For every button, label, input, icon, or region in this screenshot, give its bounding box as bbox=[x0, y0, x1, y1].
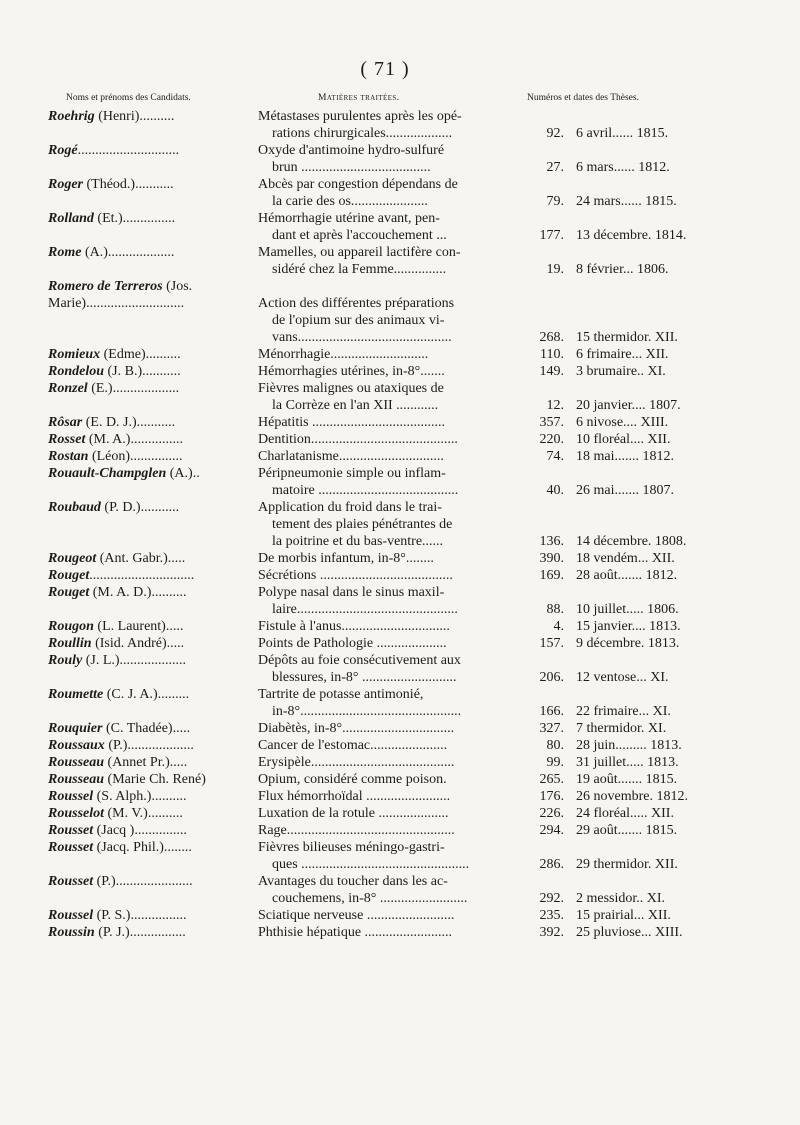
subject-line: Diabètès, in-8°................................ bbox=[258, 721, 455, 736]
thesis-number: 286. bbox=[539, 857, 564, 872]
candidate-name bbox=[46, 822, 252, 839]
list-item bbox=[0, 839, 800, 873]
candidate-given-names: (Isid. André)..... bbox=[91, 636, 185, 651]
subject-line: Dentition.......................................... bbox=[258, 432, 458, 447]
candidate-surname: Roullin bbox=[48, 636, 92, 651]
column-header-matters: Matières traitées. bbox=[318, 93, 400, 103]
subject-line: sidéré chez la Femme............... bbox=[272, 262, 447, 277]
candidate-given-names: (A.)................... bbox=[81, 245, 175, 260]
candidate-surname: Rousset bbox=[48, 840, 94, 855]
candidate-name bbox=[46, 567, 252, 584]
thesis-number: 265. bbox=[539, 772, 564, 787]
thesis-number: 392. bbox=[539, 925, 564, 940]
candidate-name bbox=[46, 465, 252, 499]
candidate-name bbox=[46, 210, 252, 244]
thesis-date: 28 août....... 1812. bbox=[576, 568, 678, 583]
list-item bbox=[0, 499, 800, 550]
thesis-number: 166. bbox=[539, 704, 564, 719]
candidate-surname: Rouault-Champglen bbox=[48, 466, 167, 481]
candidate-given-names: .............................. bbox=[89, 568, 195, 583]
page-number: ( 71 ) bbox=[360, 58, 410, 80]
subject-line: dant et après l'accouchement ... bbox=[272, 228, 447, 243]
subject-line: Erysipèle......................................... bbox=[258, 755, 455, 770]
thesis-number: 176. bbox=[539, 789, 564, 804]
candidate-surname: Rouquier bbox=[48, 721, 103, 736]
candidate-given-names: (P.)................... bbox=[104, 738, 194, 753]
candidate-given-names: (Marie Ch. René) bbox=[104, 772, 206, 787]
thesis-subject bbox=[258, 924, 518, 941]
candidate-name bbox=[46, 295, 252, 346]
thesis-number: 268. bbox=[539, 330, 564, 345]
candidate-surname: Rousset bbox=[48, 874, 94, 889]
thesis-number: 4. bbox=[553, 619, 564, 634]
thesis-date: 6 frimaire... XII. bbox=[576, 347, 669, 362]
thesis-date: 10 juillet..... 1806. bbox=[576, 602, 679, 617]
thesis-number: 357. bbox=[539, 415, 564, 430]
thesis-subject bbox=[258, 720, 518, 737]
list-item bbox=[0, 737, 800, 754]
thesis-subject bbox=[258, 754, 518, 771]
list-item bbox=[0, 652, 800, 686]
candidate-surname: Rouly bbox=[48, 653, 83, 668]
candidate-given-names: Marie)............................ bbox=[48, 296, 185, 311]
candidate-surname: Rosset bbox=[48, 432, 86, 447]
list-item bbox=[0, 346, 800, 363]
thesis-date: 13 décembre. 1814. bbox=[576, 228, 687, 243]
list-item bbox=[0, 822, 800, 839]
thesis-date: 3 brumaire.. XI. bbox=[576, 364, 666, 379]
subject-line: matoire ........................................ bbox=[272, 483, 459, 498]
candidate-surname: Roussel bbox=[48, 789, 94, 804]
list-item bbox=[0, 686, 800, 720]
candidate-given-names: (Jacq. Phil.)........ bbox=[93, 840, 192, 855]
candidate-surname: Rousset bbox=[48, 823, 94, 838]
subject-line: la poitrine et du bas-ventre...... bbox=[272, 534, 444, 549]
candidate-name bbox=[46, 108, 252, 142]
candidate-surname: Rome bbox=[48, 245, 82, 260]
thesis-subject bbox=[258, 652, 518, 686]
subject-line: Sécrétions ...................................... bbox=[258, 568, 453, 583]
candidate-name bbox=[46, 771, 252, 788]
thesis-number: 27. bbox=[546, 160, 564, 175]
candidate-surname: Rouget bbox=[48, 568, 90, 583]
list-item bbox=[0, 142, 800, 176]
thesis-subject bbox=[258, 380, 518, 414]
candidate-given-names: (J. L.)................... bbox=[82, 653, 187, 668]
thesis-number: 226. bbox=[539, 806, 564, 821]
thesis-date: 26 novembre. 1812. bbox=[576, 789, 688, 804]
thesis-date: 26 mai....... 1807. bbox=[576, 483, 674, 498]
candidate-name bbox=[46, 652, 252, 686]
list-item bbox=[0, 465, 800, 499]
list-item bbox=[0, 635, 800, 652]
candidate-given-names: (M. V.).......... bbox=[104, 806, 183, 821]
thesis-subject bbox=[258, 618, 518, 635]
subject-line: vans............................................ bbox=[272, 330, 452, 345]
thesis-subject bbox=[258, 176, 518, 210]
candidate-given-names: (M. A.)............... bbox=[85, 432, 183, 447]
candidate-surname: Ronzel bbox=[48, 381, 88, 396]
subject-line: Mamelles, ou appareil lactifère con- bbox=[258, 245, 461, 260]
thesis-date: 7 thermidor. XI. bbox=[576, 721, 667, 736]
candidate-surname: Roger bbox=[48, 177, 83, 192]
list-item bbox=[0, 754, 800, 771]
candidate-given-names: (P. S.)................ bbox=[93, 908, 187, 923]
candidate-given-names: (E. D. J.)........... bbox=[82, 415, 176, 430]
column-header-names: Noms et prénoms des Candidats. bbox=[66, 93, 191, 103]
subject-line: Fistule à l'anus............................... bbox=[258, 619, 450, 634]
candidate-name bbox=[46, 414, 252, 431]
thesis-subject bbox=[258, 839, 518, 873]
thesis-subject bbox=[258, 771, 518, 788]
subject-line: blessures, in-8° ........................... bbox=[272, 670, 457, 685]
candidate-name bbox=[46, 176, 252, 210]
list-item bbox=[0, 363, 800, 380]
list-item bbox=[0, 431, 800, 448]
list-item bbox=[0, 924, 800, 941]
candidate-given-names: (Henri).......... bbox=[94, 109, 175, 124]
thesis-subject bbox=[258, 635, 518, 652]
subject-line: Phthisie hépatique ......................... bbox=[258, 925, 453, 940]
candidate-surname: Romieux bbox=[48, 347, 101, 362]
list-item bbox=[0, 567, 800, 584]
thesis-subject bbox=[258, 414, 518, 431]
thesis-date: 9 décembre. 1813. bbox=[576, 636, 680, 651]
candidate-given-names: (M. A. D.).......... bbox=[89, 585, 187, 600]
subject-line: Ménorrhagie............................ bbox=[258, 347, 429, 362]
subject-line: brun ..................................... bbox=[272, 160, 431, 175]
thesis-subject bbox=[258, 431, 518, 448]
thesis-subject bbox=[258, 448, 518, 465]
candidate-surname: Roussel bbox=[48, 908, 94, 923]
thesis-date: 19 août....... 1815. bbox=[576, 772, 678, 787]
candidate-surname: Roussaux bbox=[48, 738, 105, 753]
candidate-surname: Rousseau bbox=[48, 772, 105, 787]
thesis-subject bbox=[258, 346, 518, 363]
subject-line: Hépatitis ...................................... bbox=[258, 415, 446, 430]
thesis-date: 15 janvier.... 1813. bbox=[576, 619, 681, 634]
candidate-name bbox=[46, 346, 252, 363]
thesis-subject bbox=[258, 737, 518, 754]
thesis-number: 92. bbox=[546, 126, 564, 141]
candidate-given-names: (C. Thadée)..... bbox=[102, 721, 191, 736]
candidate-surname: Roumette bbox=[48, 687, 104, 702]
list-item bbox=[0, 550, 800, 567]
subject-line: rations chirurgicales................... bbox=[272, 126, 453, 141]
candidate-name bbox=[46, 686, 252, 720]
thesis-date: 29 août....... 1815. bbox=[576, 823, 678, 838]
thesis-subject bbox=[258, 142, 518, 176]
list-item bbox=[0, 907, 800, 924]
subject-line: de l'opium sur des animaux vi- bbox=[272, 313, 445, 328]
subject-line: Hémorrhagies utérines, in-8°....... bbox=[258, 364, 445, 379]
thesis-subject bbox=[258, 686, 518, 720]
thesis-subject bbox=[258, 907, 518, 924]
list-item bbox=[0, 720, 800, 737]
candidate-surname: Rogé bbox=[48, 143, 78, 158]
candidate-surname: Rousselot bbox=[48, 806, 105, 821]
candidate-surname: Roehrig bbox=[48, 109, 95, 124]
thesis-date: 24 floréal..... XII. bbox=[576, 806, 674, 821]
thesis-number: 292. bbox=[539, 891, 564, 906]
subject-line: Fièvres malignes ou ataxiques de bbox=[258, 381, 444, 396]
candidate-surname: Romero de Terreros bbox=[48, 279, 163, 294]
candidate-given-names: (E.)................... bbox=[87, 381, 180, 396]
list-item bbox=[0, 771, 800, 788]
thesis-number: 88. bbox=[546, 602, 564, 617]
subject-line: la Corrèze en l'an XII ............ bbox=[272, 398, 439, 413]
candidate-surname: Rousseau bbox=[48, 755, 105, 770]
list-item bbox=[0, 108, 800, 142]
candidate-name bbox=[46, 618, 252, 635]
thesis-number: 149. bbox=[539, 364, 564, 379]
thesis-number: 327. bbox=[539, 721, 564, 736]
subject-line: Dépôts au foie consécutivement aux bbox=[258, 653, 461, 668]
thesis-date: 20 janvier.... 1807. bbox=[576, 398, 681, 413]
subject-line: Hémorrhagie utérine avant, pen- bbox=[258, 211, 440, 226]
thesis-subject bbox=[258, 244, 518, 278]
list-item bbox=[0, 788, 800, 805]
subject-line: couchemens, in-8° ......................... bbox=[272, 891, 468, 906]
candidate-surname: Rougon bbox=[48, 619, 94, 634]
thesis-date: 25 pluviose... XIII. bbox=[576, 925, 683, 940]
list-item bbox=[0, 210, 800, 244]
subject-line: in-8°.............................................. bbox=[272, 704, 462, 719]
list-item bbox=[0, 414, 800, 431]
subject-line: Tartrite de potasse antimonié, bbox=[258, 687, 424, 702]
thesis-number: 206. bbox=[539, 670, 564, 685]
subject-line: Oxyde d'antimoine hydro-sulfuré bbox=[258, 143, 445, 158]
candidate-surname: Rondelou bbox=[48, 364, 105, 379]
candidate-given-names: (Ant. Gabr.)..... bbox=[96, 551, 186, 566]
candidate-name bbox=[46, 737, 252, 754]
thesis-subject bbox=[258, 788, 518, 805]
thesis-date: 2 messidor.. XI. bbox=[576, 891, 666, 906]
subject-line: la carie des os...................... bbox=[272, 194, 428, 209]
candidate-name bbox=[46, 720, 252, 737]
candidate-name bbox=[46, 839, 252, 873]
thesis-number: 19. bbox=[546, 262, 564, 277]
thesis-date: 6 nivose.... XIII. bbox=[576, 415, 669, 430]
candidate-surname: Rouget bbox=[48, 585, 90, 600]
subject-line: laire.............................................. bbox=[272, 602, 458, 617]
thesis-subject bbox=[258, 363, 518, 380]
candidate-given-names: (Et.)............... bbox=[93, 211, 176, 226]
candidate-name bbox=[46, 754, 252, 771]
candidate-name bbox=[46, 431, 252, 448]
thesis-number: 235. bbox=[539, 908, 564, 923]
subject-line: Opium, considéré comme poison. bbox=[258, 772, 447, 787]
candidate-name bbox=[46, 788, 252, 805]
thesis-number: 390. bbox=[539, 551, 564, 566]
thesis-date: 10 floréal.... XII. bbox=[576, 432, 671, 447]
candidate-given-names: (P. J.)................ bbox=[94, 925, 186, 940]
candidate-given-names: (A.).. bbox=[166, 466, 200, 481]
thesis-number: 12. bbox=[546, 398, 564, 413]
subject-line: Avantages du toucher dans les ac- bbox=[258, 874, 448, 889]
thesis-number: 74. bbox=[546, 449, 564, 464]
list-item bbox=[0, 176, 800, 210]
subject-line: Rage................................................ bbox=[258, 823, 455, 838]
subject-line: Fièvres bilieuses méningo-gastri- bbox=[258, 840, 445, 855]
thesis-subject bbox=[258, 210, 518, 244]
thesis-date: 14 décembre. 1808. bbox=[576, 534, 687, 549]
thesis-number: 110. bbox=[540, 347, 564, 362]
candidate-given-names: (Jos. bbox=[162, 279, 193, 294]
thesis-subject bbox=[258, 278, 518, 295]
subject-line: Action des différentes préparations bbox=[258, 296, 455, 311]
thesis-date: 24 mars...... 1815. bbox=[576, 194, 677, 209]
thesis-number: 220. bbox=[539, 432, 564, 447]
candidate-surname: Roussin bbox=[48, 925, 95, 940]
thesis-date: 22 frimaire... XI. bbox=[576, 704, 671, 719]
thesis-date: 28 juin......... 1813. bbox=[576, 738, 682, 753]
thesis-subject bbox=[258, 465, 518, 499]
list-item bbox=[0, 380, 800, 414]
thesis-subject bbox=[258, 108, 518, 142]
thesis-date: 8 février... 1806. bbox=[576, 262, 669, 277]
candidate-surname: Rougeot bbox=[48, 551, 97, 566]
subject-line: ques ................................................ bbox=[272, 857, 470, 872]
candidate-given-names: (Annet Pr.)..... bbox=[104, 755, 188, 770]
list-item bbox=[0, 448, 800, 465]
thesis-date: 6 mars...... 1812. bbox=[576, 160, 670, 175]
list-item bbox=[0, 584, 800, 618]
thesis-number: 294. bbox=[539, 823, 564, 838]
subject-line: tement des plaies pénétrantes de bbox=[272, 517, 453, 532]
candidate-name bbox=[46, 278, 252, 295]
candidate-given-names: (S. Alph.).......... bbox=[93, 789, 187, 804]
candidate-name bbox=[46, 142, 252, 176]
candidate-given-names: ............................. bbox=[77, 143, 180, 158]
thesis-number: 79. bbox=[546, 194, 564, 209]
thesis-date: 15 thermidor. XII. bbox=[576, 330, 678, 345]
thesis-number: 40. bbox=[546, 483, 564, 498]
list-item bbox=[0, 805, 800, 822]
candidate-surname: Rostan bbox=[48, 449, 89, 464]
candidate-name bbox=[46, 380, 252, 414]
column-header-numbers: Numéros et dates des Thèses. bbox=[527, 93, 639, 103]
candidate-surname: Roubaud bbox=[48, 500, 101, 515]
candidate-name bbox=[46, 499, 252, 550]
thesis-date: 15 prairial... XII. bbox=[576, 908, 671, 923]
list-item bbox=[0, 618, 800, 635]
candidate-name bbox=[46, 584, 252, 618]
subject-line: Abcès par congestion dépendans de bbox=[258, 177, 458, 192]
candidate-name bbox=[46, 550, 252, 567]
thesis-number: 99. bbox=[546, 755, 564, 770]
candidate-given-names: (Jacq )............... bbox=[93, 823, 187, 838]
subject-line: Péripneumonie simple ou inflam- bbox=[258, 466, 446, 481]
candidate-name bbox=[46, 873, 252, 907]
candidate-given-names: (Léon)............... bbox=[88, 449, 183, 464]
list-item bbox=[0, 873, 800, 907]
candidate-given-names: (J. B.)........... bbox=[104, 364, 181, 379]
subject-line: Points de Pathologie .................... bbox=[258, 636, 447, 651]
thesis-number: 136. bbox=[539, 534, 564, 549]
candidate-given-names: (C. J. A.)......... bbox=[103, 687, 190, 702]
thesis-subject bbox=[258, 584, 518, 618]
subject-line: De morbis infantum, in-8°........ bbox=[258, 551, 434, 566]
candidate-given-names: (Edme).......... bbox=[100, 347, 181, 362]
candidate-surname: Rolland bbox=[48, 211, 94, 226]
thesis-date: 12 ventose... XI. bbox=[576, 670, 669, 685]
candidate-given-names: (P. D.)........... bbox=[100, 500, 180, 515]
candidate-name bbox=[46, 805, 252, 822]
thesis-number: 157. bbox=[539, 636, 564, 651]
candidate-given-names: (Théod.)........... bbox=[83, 177, 174, 192]
list-item bbox=[0, 244, 800, 278]
candidate-given-names: (P.)...................... bbox=[93, 874, 193, 889]
thesis-subject bbox=[258, 295, 518, 346]
thesis-subject bbox=[258, 567, 518, 584]
candidate-given-names: (L. Laurent)..... bbox=[93, 619, 184, 634]
thesis-date: 29 thermidor. XII. bbox=[576, 857, 678, 872]
candidate-name bbox=[46, 907, 252, 924]
thesis-date: 18 vendém... XII. bbox=[576, 551, 675, 566]
thesis-subject bbox=[258, 822, 518, 839]
subject-line: Charlatanisme.............................. bbox=[258, 449, 444, 464]
subject-line: Sciatique nerveuse ......................... bbox=[258, 908, 455, 923]
candidate-name bbox=[46, 363, 252, 380]
thesis-number: 169. bbox=[539, 568, 564, 583]
thesis-subject bbox=[258, 499, 518, 550]
thesis-subject bbox=[258, 805, 518, 822]
candidate-name bbox=[46, 924, 252, 941]
candidate-name bbox=[46, 448, 252, 465]
subject-line: Métastases purulentes après les opé- bbox=[258, 109, 462, 124]
thesis-subject bbox=[258, 873, 518, 907]
subject-line: Luxation de la rotule .................... bbox=[258, 806, 449, 821]
candidate-name bbox=[46, 635, 252, 652]
candidate-name bbox=[46, 244, 252, 278]
thesis-subject bbox=[258, 550, 518, 567]
subject-line: Application du froid dans le trai- bbox=[258, 500, 442, 515]
thesis-number: 80. bbox=[546, 738, 564, 753]
thesis-list bbox=[0, 108, 800, 941]
thesis-number: 177. bbox=[539, 228, 564, 243]
list-item bbox=[0, 278, 800, 295]
list-item bbox=[0, 295, 800, 346]
thesis-date: 6 avril...... 1815. bbox=[576, 126, 669, 141]
thesis-date: 18 mai....... 1812. bbox=[576, 449, 674, 464]
subject-line: Flux hémorrhoïdal ........................ bbox=[258, 789, 451, 804]
candidate-surname: Rôsar bbox=[48, 415, 83, 430]
subject-line: Polype nasal dans le sinus maxil- bbox=[258, 585, 445, 600]
subject-line: Cancer de l'estomac...................... bbox=[258, 738, 448, 753]
thesis-date: 31 juillet..... 1813. bbox=[576, 755, 679, 770]
